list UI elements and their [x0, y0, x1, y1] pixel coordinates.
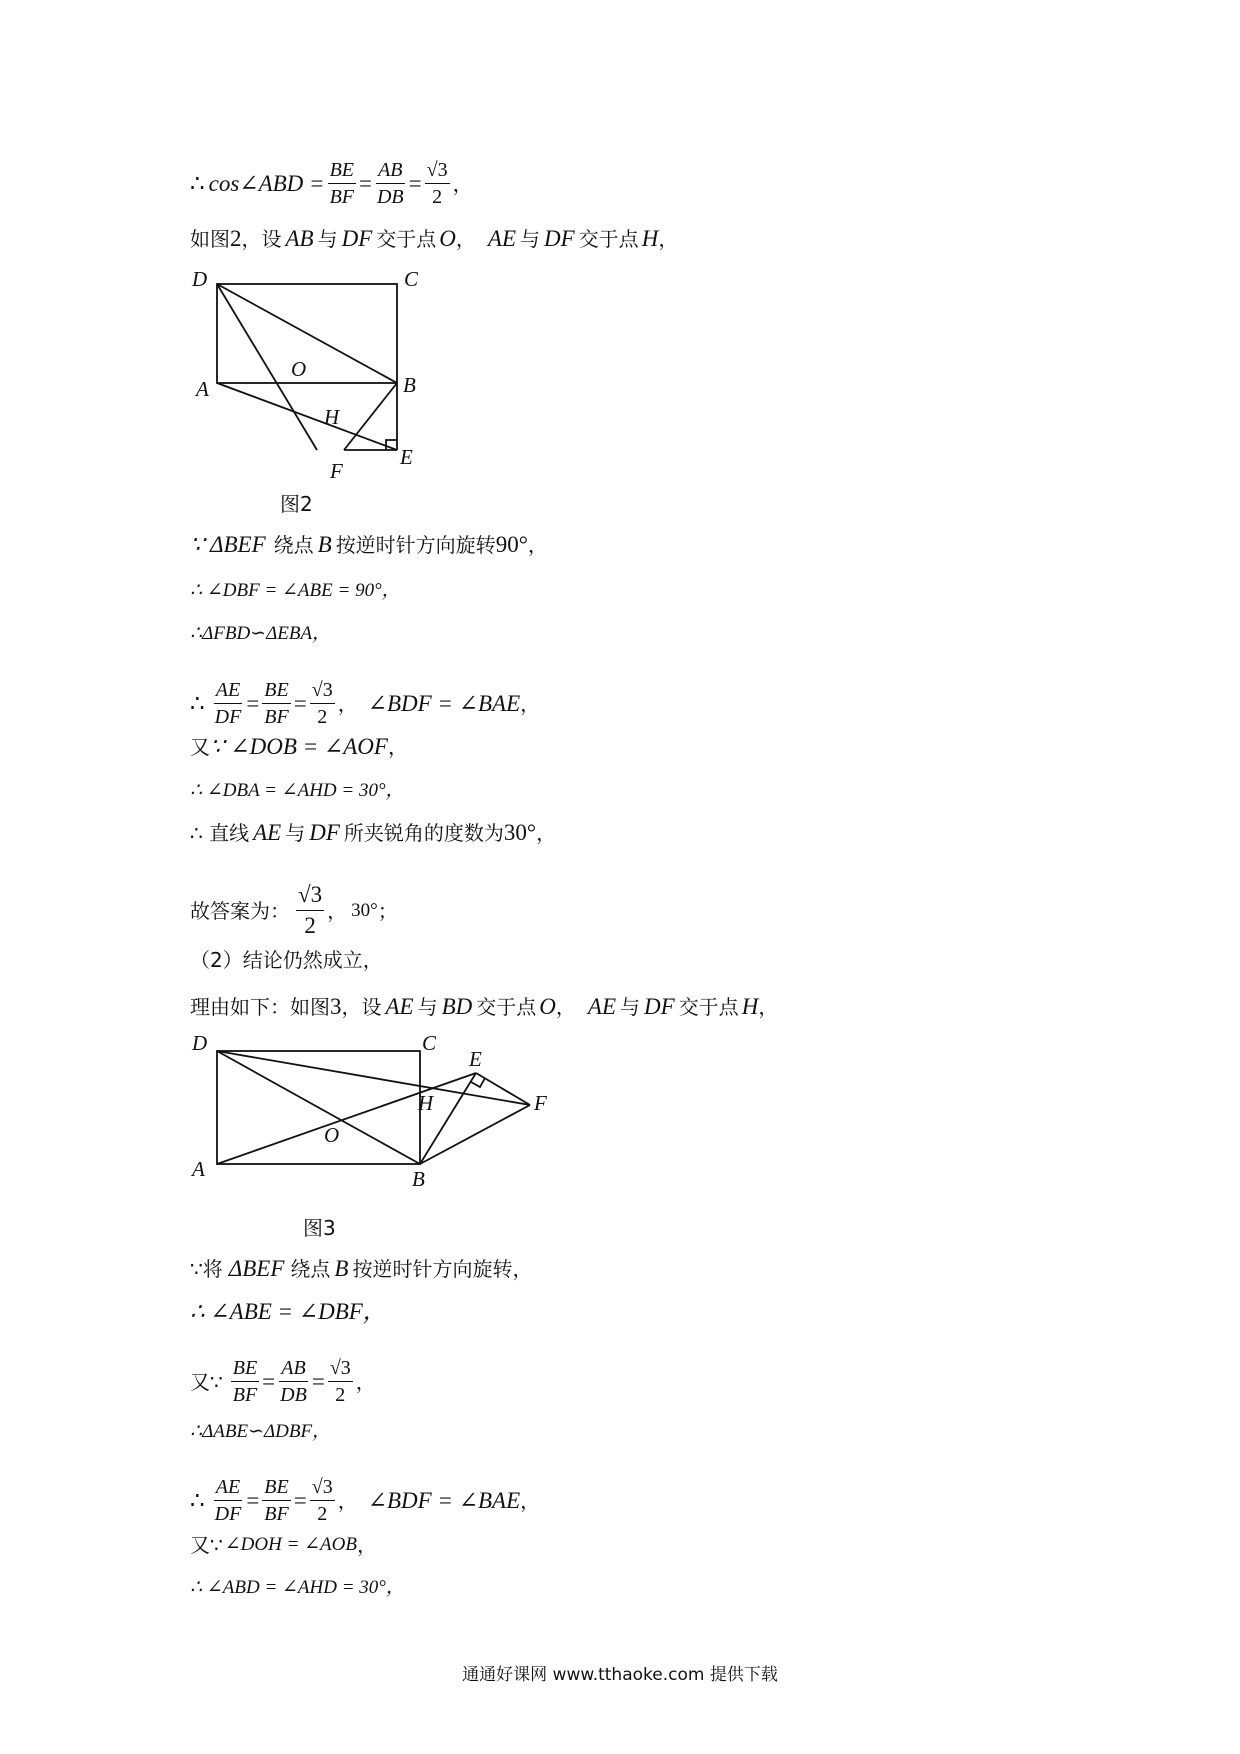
line-ratio-ae-df: ∴ $\frac{AE}{DF}$ = $\frac{BE}{BF}$ = $\frac{√3}{2}$ ， ∠BDF = ∠BAE ，: [190, 679, 541, 728]
fraction: $\frac{AB}{DB}$: [376, 159, 404, 208]
label-b: B: [403, 373, 416, 397]
line-vertical-angles: 又 ∵ ∠DOB = ∠AOF ，: [190, 734, 408, 759]
label-e: E: [469, 1047, 482, 1071]
line-angle-dba: ∴ ∠DBA = ∠AHD = 30°，: [190, 780, 405, 801]
label-a: A: [192, 1157, 205, 1181]
segment-ae: [217, 1073, 476, 1164]
line-figure3-intro: 理由如下：如图 3 ，设 AE 与 BD 交于点 O ， AE 与 DF 交于点 H ，: [190, 994, 779, 1019]
label-c: C: [404, 267, 419, 291]
fraction-sqrt3-over-2: $\frac{√3}{2}$: [311, 1476, 333, 1525]
label-b: B: [412, 1167, 425, 1191]
label-o: O: [291, 357, 307, 381]
fraction: $\frac{AE}{DF}$: [214, 1476, 242, 1525]
line-part-2: （2）结论仍然成立，: [190, 948, 383, 972]
line-acute-angle: ∴ 直线 AE 与 DF 所夹锐角的度数为 30° ，: [190, 820, 557, 845]
line-similar-fbd-eba: ∴ΔFBD∽ΔEBA，: [190, 623, 332, 644]
fraction-sqrt3-over-2: $\frac{√3}{2}$: [329, 1357, 351, 1406]
label-d: D: [192, 267, 208, 291]
label-f: F: [534, 1091, 547, 1115]
fraction: $\frac{BE}{BF}$: [264, 679, 289, 728]
line-answer: 故答案为： $\frac{√3}{2}$ ， 30° ；: [190, 880, 398, 941]
segment-db: [217, 284, 397, 383]
line-similar-abe-dbf: ∴ΔABE∽ΔDBF，: [190, 1421, 332, 1442]
label-h: H: [324, 405, 340, 429]
label-f: F: [330, 459, 343, 483]
figure-3-diagram: [186, 1030, 556, 1200]
fraction: $\frac{BE}{BF}$: [329, 159, 354, 208]
figure-3-caption: 图3: [303, 1216, 336, 1240]
fraction: $\frac{BE}{BF}$: [232, 1357, 258, 1406]
fraction: $\frac{AE}{DF}$: [214, 679, 242, 728]
figure-2: [186, 264, 426, 490]
figure-2-caption: 图2: [280, 492, 313, 516]
label-a: A: [196, 377, 209, 401]
label-c: C: [422, 1031, 437, 1055]
label-o: O: [324, 1123, 340, 1147]
fraction-sqrt3-over-2: $\frac{√3}{2}$: [311, 679, 333, 728]
page-footer: 通通好课网 www.tthaoke.com 提供下载: [462, 1665, 778, 1685]
label-d: D: [192, 1031, 208, 1055]
figure-2-diagram: [186, 264, 426, 486]
label-e: E: [400, 445, 413, 469]
line-angle-dbf: ∴ ∠DBF = ∠ABE = 90°，: [190, 580, 401, 601]
line-ratio-be-bf: 又∵ $\frac{BE}{BF}$ = $\frac{AB}{DB}$ = $\frac{√3}{2}$ ，: [190, 1357, 376, 1406]
fraction-sqrt3-over-2: $\frac{√3}{2}$: [426, 159, 448, 208]
line-figure2-intro: 如图 2 ，设 AB 与 DF 交于点 O ， AE 与 DF 交于点 H ，: [190, 226, 679, 251]
line-cos-abd: ∴ cos∠ABD = $\frac{BE}{BF}$ = $\frac{AB}{DB}$ = $\frac{√3}{2}$ ，: [190, 159, 473, 208]
line-angle-abd: ∴ ∠ABD = ∠AHD = 30°，: [190, 1577, 405, 1598]
line-angle-doh: 又∵ ∠DOH = ∠AOB ，: [190, 1533, 377, 1557]
fraction-sqrt3-over-2: $\frac{√3}{2}$: [298, 882, 323, 938]
line-rotate-90: ∵ ΔBEF 绕点 B 按逆时针方向旋转 90° ，: [190, 532, 548, 557]
fraction: $\frac{BE}{BF}$: [264, 1476, 289, 1525]
line-rotate: ∵将 ΔBEF 绕点 B 按逆时针方向旋转，: [190, 1256, 533, 1281]
segment-bf: [420, 1105, 530, 1164]
label-h: H: [418, 1091, 434, 1115]
fraction: $\frac{AB}{DB}$: [280, 1357, 307, 1406]
line-angle-abe: ∴ ∠ABE = ∠DBF，: [190, 1299, 386, 1324]
line-ratio-ae-df-2: ∴ $\frac{AE}{DF}$ = $\frac{BE}{BF}$ = $\frac{√3}{2}$ ， ∠BDF = ∠BAE ，: [190, 1476, 541, 1525]
figure-3: [186, 1030, 556, 1204]
